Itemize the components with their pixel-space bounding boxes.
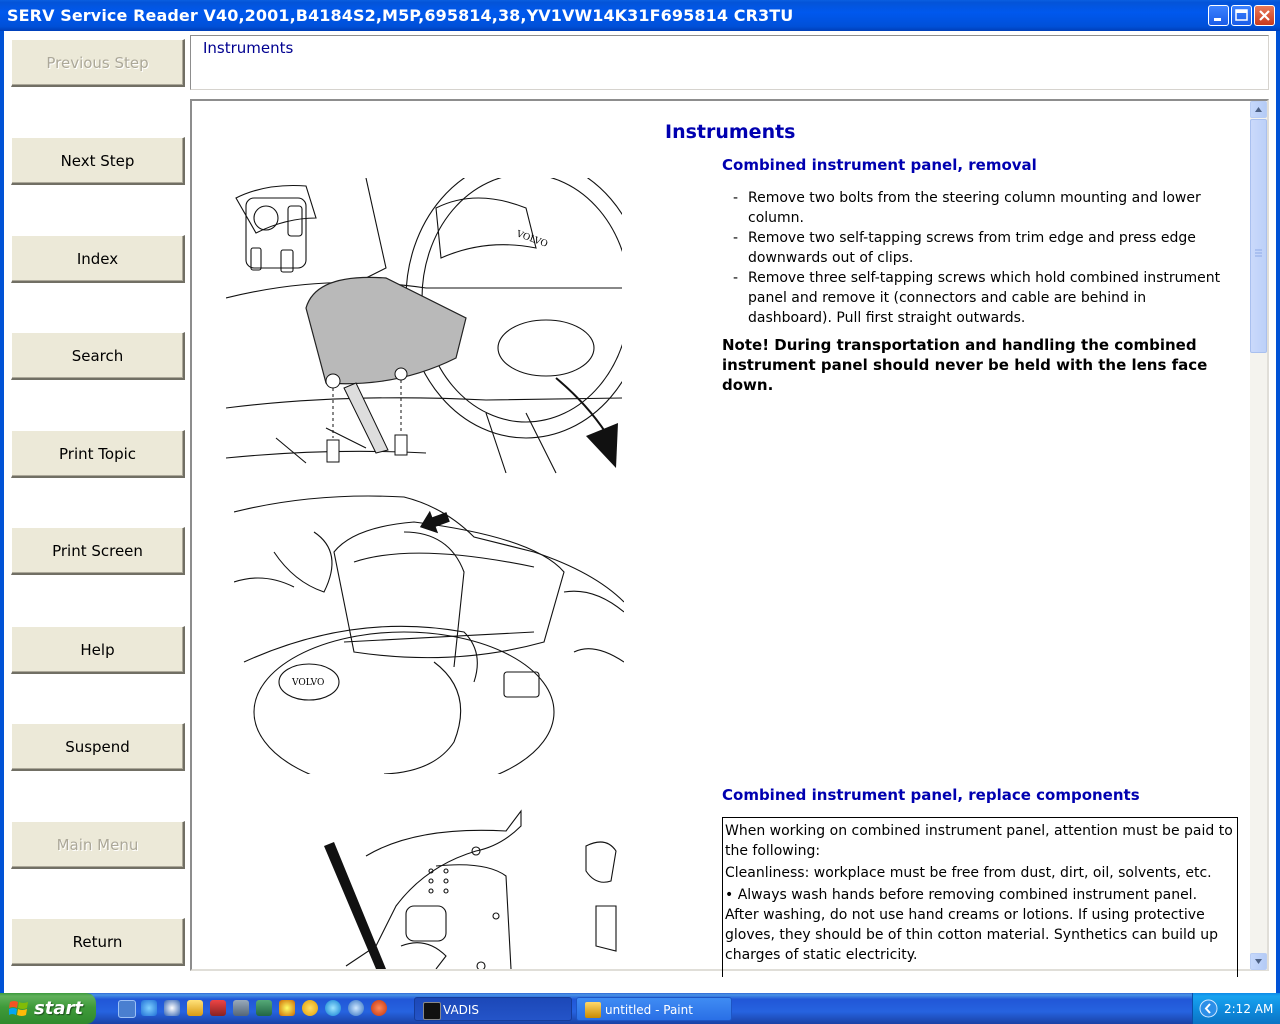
network-icon[interactable] xyxy=(348,1000,364,1016)
shortcut-icon[interactable] xyxy=(187,1000,203,1016)
print-screen-button[interactable]: Print Screen xyxy=(11,527,185,575)
show-desktop-icon[interactable] xyxy=(118,1000,136,1018)
step-text: Remove two self-tapping screws from trim edge and press edge downwards out of clips. xyxy=(748,230,1196,266)
help-button[interactable]: Help xyxy=(11,626,185,674)
paint-app-icon[interactable] xyxy=(279,1000,295,1016)
section-title-replace-components: Combined instrument panel, replace components xyxy=(722,786,1140,804)
save-app-icon[interactable] xyxy=(210,1000,226,1016)
info-box xyxy=(722,817,1238,977)
step-text: Remove three self-tapping screws which hold combined instrument panel and remove it (connectors and cable are behind in dashboard). Pull first straight outwards. xyxy=(748,270,1221,326)
vadis-icon xyxy=(423,1002,441,1020)
maximize-icon xyxy=(1232,6,1251,25)
windows-logo-icon xyxy=(9,999,29,1018)
illustration-steering-column xyxy=(226,178,622,478)
close-icon xyxy=(1255,6,1274,25)
topic-header xyxy=(190,35,1269,90)
minimize-button[interactable] xyxy=(1208,5,1229,26)
media-player-icon[interactable] xyxy=(164,1000,180,1016)
main-menu-button[interactable]: Main Menu xyxy=(11,821,185,869)
start-button[interactable] xyxy=(0,993,96,1024)
bullet-dash: - xyxy=(733,190,739,206)
note-text: Note! During transportation and handling the combined instrument panel should never be held with the lens face down. xyxy=(722,336,1208,394)
bullet-dash: - xyxy=(733,270,739,286)
return-button[interactable]: Return xyxy=(11,918,185,966)
bullet-dash: - xyxy=(733,230,739,246)
volvo-logo-text: VOLVO xyxy=(514,229,549,250)
info-paragraph: • Always wash hands before removing combined instrument panel. After washing, do not use hand creams or lotions. If using protective gloves, they should be of thin cotton material. Synthetics can build up charges of static electricity. xyxy=(725,887,1218,963)
task-button-vadis[interactable] xyxy=(414,997,572,1021)
suspend-button[interactable]: Suspend xyxy=(11,723,185,771)
notepad-icon[interactable] xyxy=(233,1000,249,1016)
internet-explorer-icon[interactable] xyxy=(141,1000,157,1016)
document-title: Instruments xyxy=(665,121,796,143)
system-tray xyxy=(1192,993,1280,1024)
index-button[interactable]: Index xyxy=(11,235,185,283)
task-button-paint[interactable] xyxy=(576,997,732,1021)
section-title-removal: Combined instrument panel, removal xyxy=(722,156,1037,174)
skype-icon[interactable] xyxy=(325,1000,341,1016)
grip-icon xyxy=(1251,120,1266,352)
print-topic-button[interactable]: Print Topic xyxy=(11,430,185,478)
title-bar[interactable] xyxy=(0,0,1280,31)
vertical-scrollbar[interactable] xyxy=(1250,101,1267,970)
info-paragraph: Cleanliness: workplace must be free from dust, dirt, oil, solvents, etc. xyxy=(725,865,1212,881)
nav-panel xyxy=(4,31,188,993)
scroll-up-button[interactable] xyxy=(1250,101,1267,118)
browser-icon[interactable] xyxy=(371,1000,387,1016)
scroll-thumb[interactable] xyxy=(1250,119,1267,353)
next-step-button[interactable]: Next Step xyxy=(11,137,185,185)
minimize-icon xyxy=(1209,6,1228,25)
task-label: untitled - Paint xyxy=(605,1003,693,1017)
maximize-button[interactable] xyxy=(1231,5,1252,26)
header-title: Instruments xyxy=(203,39,294,57)
task-label: VADIS xyxy=(443,1003,480,1017)
volvo-logo-text: VOLVO xyxy=(292,678,325,688)
previous-step-button[interactable]: Previous Step xyxy=(11,39,185,87)
scroll-down-button[interactable] xyxy=(1250,953,1267,970)
illustration-panel-removal xyxy=(234,492,624,774)
book-icon[interactable] xyxy=(256,1000,272,1016)
close-button[interactable] xyxy=(1254,5,1275,26)
search-button[interactable]: Search xyxy=(11,332,185,380)
info-paragraph: When working on combined instrument panel, attention must be paid to the following: xyxy=(725,823,1233,859)
illustration-panel-components xyxy=(306,806,622,969)
smiley-icon[interactable] xyxy=(302,1000,318,1016)
arrow-up-icon xyxy=(1251,102,1266,117)
window-title: SERV Service Reader V40,2001,B4184S2,M5P,695814,38,YV1VW14K31F695814 CR3TU xyxy=(7,6,794,25)
arrow-down-icon xyxy=(1251,954,1266,969)
start-label: start xyxy=(34,998,83,1019)
chevron-left-icon[interactable] xyxy=(1199,999,1218,1018)
clock: 2:12 AM xyxy=(1224,1002,1274,1016)
paint-icon xyxy=(585,1002,601,1018)
step-text: Remove two bolts from the steering column mounting and lower column. xyxy=(748,190,1201,226)
